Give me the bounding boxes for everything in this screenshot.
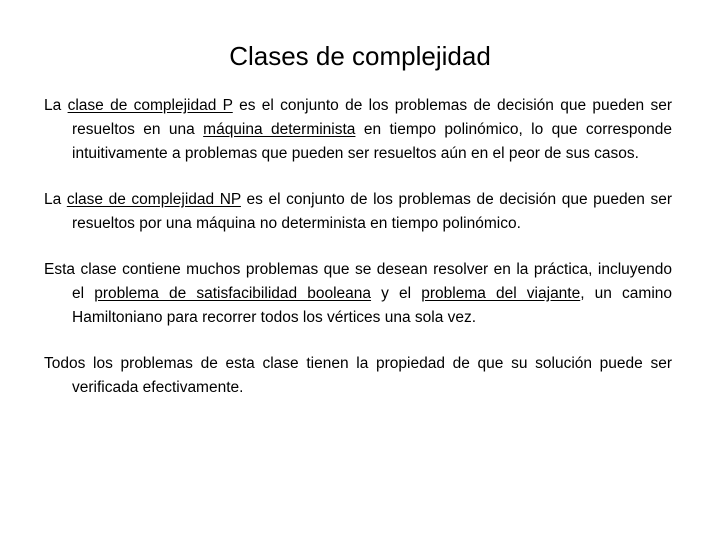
text-run: es el conjunto de los problemas de decisión que pueden ser resueltos por una máquina no determinista en tiempo polinómico. xyxy=(72,191,672,232)
text-run: y el xyxy=(371,285,422,302)
paragraph-verification xyxy=(44,352,672,400)
paragraph-class-p xyxy=(44,94,672,166)
link-problema-viajante[interactable]: problema del viajante xyxy=(421,285,581,302)
text-run: La xyxy=(44,97,68,114)
text-run: Esta clase contiene muchos problemas que se desean resolver en la práctica, incluyendo el xyxy=(44,261,672,302)
text-run: es el conjunto de los problemas de decisión que pueden ser resueltos en una xyxy=(72,97,672,138)
text-run: en tiempo polinómico, lo que corresponde intuitivamente a problemas que pueden ser resueltos aún en el peor de sus casos. xyxy=(72,121,672,162)
link-clase-p[interactable]: clase de complejidad P xyxy=(67,97,233,114)
paragraph-class-np xyxy=(44,188,672,236)
text-run: , un camino Hamiltoniano para recorrer todos los vértices una sola vez. xyxy=(72,285,673,326)
paragraph-examples xyxy=(44,258,672,330)
link-sat-booleana[interactable]: problema de satisfacibilidad booleana xyxy=(94,285,372,302)
link-maquina-determinista[interactable]: máquina determinista xyxy=(203,121,356,138)
slide-body xyxy=(44,94,672,400)
slide-title: Clases de complejidad xyxy=(229,41,491,72)
text-run: Todos los problemas de esta clase tienen la propiedad de que su solución puede ser verificada efectivamente. xyxy=(44,355,672,396)
link-clase-np[interactable]: clase de complejidad NP xyxy=(66,191,241,208)
text-run: La xyxy=(44,191,67,208)
